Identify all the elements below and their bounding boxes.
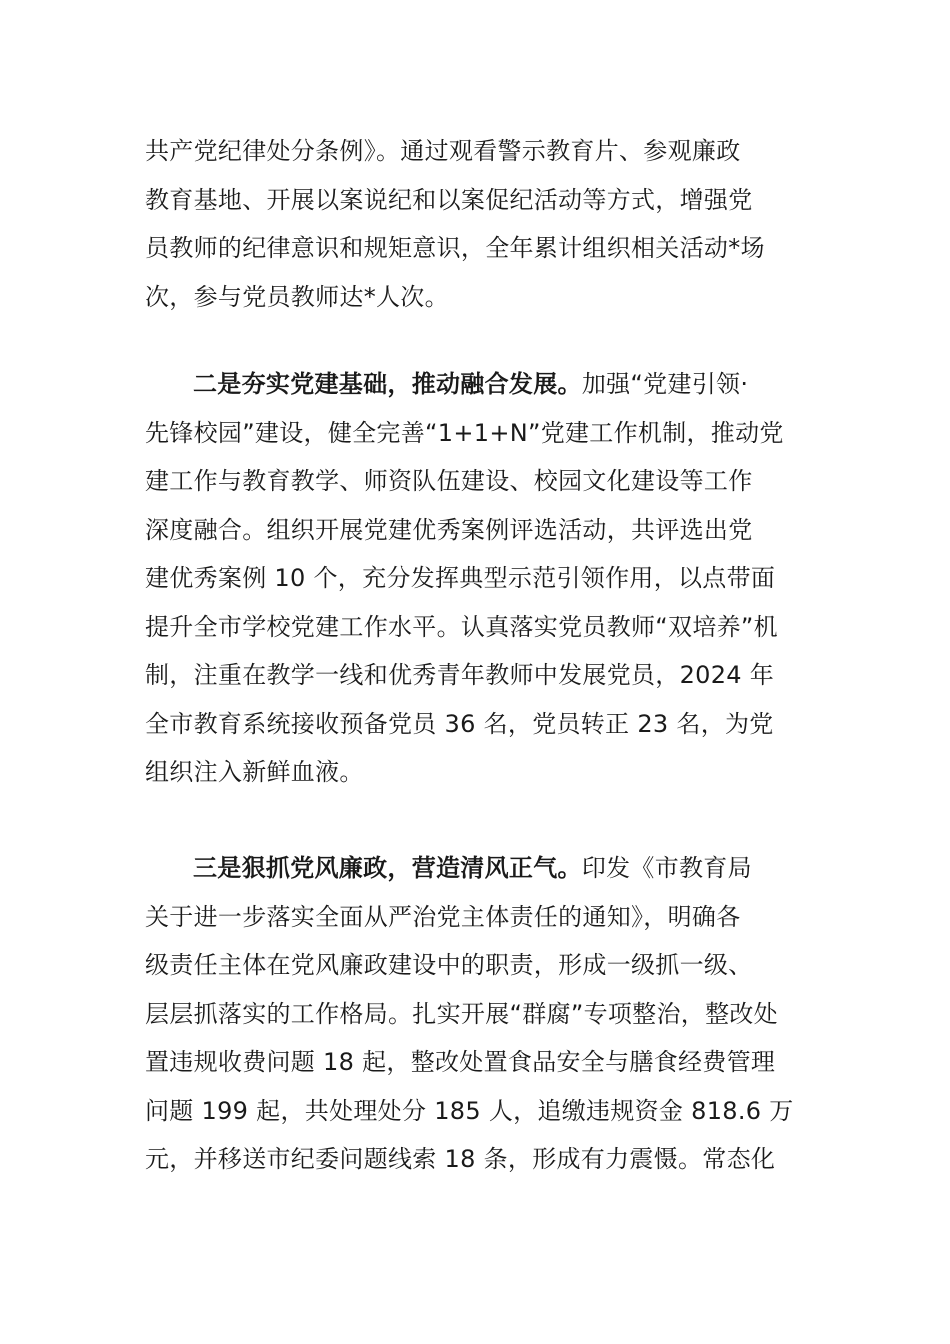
- text-run: 印发《市教育局: [581, 854, 752, 882]
- paragraph-heading: 三是狠抓党风廉政，营造清风正气。: [193, 854, 582, 882]
- text-line: 教育基地、开展以案说纪和以案促纪活动等方式，增强党: [145, 185, 753, 214]
- text-line: 元，并移送市纪委问题线索 18 条，形成有力震慑。常态化: [145, 1145, 776, 1173]
- text-line: 级责任主体在党风廉政建设中的职责，形成一级抓一级、: [145, 951, 753, 979]
- text-line: 制，注重在教学一线和优秀青年教师中发展党员，2024 年: [145, 661, 775, 689]
- text-line: 共产党纪律处分条例》。通过观看警示教育片、参观廉政: [145, 137, 741, 165]
- paragraph-first-line: [145, 844, 810, 893]
- paragraph-first-line: [145, 360, 810, 409]
- text-run: 加强“党建引领·: [581, 370, 749, 398]
- paragraph-party-building: [145, 360, 810, 797]
- text-line: 组织注入新鲜血液。: [145, 758, 364, 786]
- text-line: 建工作与教育教学、师资队伍建设、校园文化建设等工作: [145, 467, 753, 495]
- text-line: 员教师的纪律意识和规矩意识，全年累计组织相关活动*场: [145, 234, 765, 262]
- text-line: 全市教育系统接收预备党员 36 名，党员转正 23 名，为党: [145, 709, 774, 738]
- text-line: 深度融合。组织开展党建优秀案例评选活动，共评选出党: [145, 515, 753, 544]
- paragraph-discipline-education: [145, 127, 810, 321]
- text-line: 问题 199 起，共处理处分 185 人，追缴违规资金 818.6 万: [145, 1096, 794, 1125]
- text-line: 置违规收费问题 18 起，整改处置食品安全与膳食经费管理: [145, 1048, 776, 1076]
- paragraph-heading: 二是夯实党建基础，推动融合发展。: [193, 370, 582, 398]
- text-line: 层层抓落实的工作格局。扎实开展“群腐”专项整治，整改处: [145, 999, 778, 1028]
- text-line: 次，参与党员教师达*人次。: [145, 282, 449, 311]
- text-line: 建优秀案例 10 个，充分发挥典型示范引领作用，以点带面: [145, 564, 776, 592]
- paragraph-clean-governance: [145, 844, 810, 1184]
- text-line: 先锋校园”建设，健全完善“1+1+N”党建工作机制，推动党: [145, 418, 784, 447]
- text-line: 关于进一步落实全面从严治党主体责任的通知》，明确各: [145, 902, 741, 931]
- text-line: 提升全市学校党建工作水平。认真落实党员教师“双培养”机: [145, 612, 778, 641]
